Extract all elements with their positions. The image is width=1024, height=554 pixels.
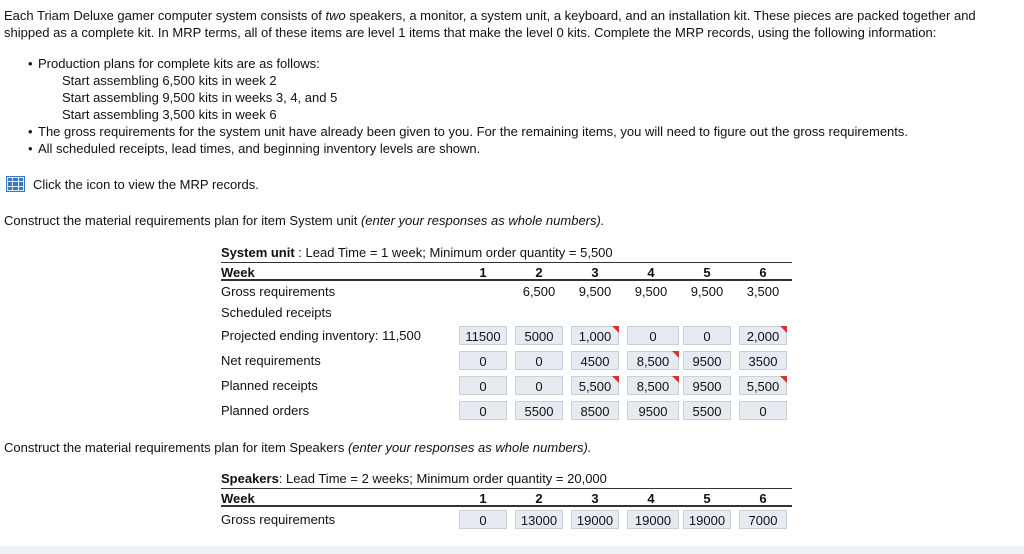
input-cell[interactable]: 0	[515, 351, 563, 370]
week-5: 5	[703, 491, 711, 506]
week-2: 2	[535, 491, 543, 506]
input-cell[interactable]: 13000	[515, 510, 563, 529]
input-cell[interactable]: 8,500	[627, 351, 679, 370]
planned-receipts-row: Planned receipts 0 0 5,500 8,500 9500 5,500	[221, 373, 792, 398]
intro-emphasis: two	[325, 8, 346, 23]
input-cell[interactable]: 5500	[683, 401, 731, 420]
net-requirements-row: Net requirements 0 0 4500 8,500 9500 3500	[221, 348, 792, 373]
week-4: 4	[647, 491, 655, 506]
intro-paragraph	[4, 7, 1019, 41]
week-2: 2	[535, 265, 543, 280]
week-4: 4	[647, 265, 655, 280]
mrp-records-link[interactable]	[6, 176, 259, 192]
input-cell[interactable]: 1,000	[571, 326, 619, 345]
table-title: Speakers: Lead Time = 2 weeks; Minimum order quantity = 20,000	[221, 471, 607, 486]
input-cell[interactable]: 9500	[627, 401, 679, 420]
intro-text: Each Triam Deluxe gamer computer system consists of	[4, 8, 326, 23]
input-cell[interactable]: 5500	[515, 401, 563, 420]
input-cell[interactable]: 0	[627, 326, 679, 345]
input-cell[interactable]: 0	[459, 510, 507, 529]
mrp-records-label: Click the icon to view the MRP records.	[33, 176, 259, 192]
input-cell[interactable]: 2,000	[739, 326, 787, 345]
week-1: 1	[479, 491, 487, 506]
intro-text-cont: speakers, a monitor, a system unit, a keyboard, and an installation kit. These pieces are packed together and shipped as a complete kit. In MRP terms, all of these items are level 1 items that make the level 0 kits. Complete the MRP records, using the following information:	[4, 8, 976, 40]
input-cell[interactable]: 5,500	[571, 376, 619, 395]
system-unit-mrp-table	[221, 244, 792, 423]
gross-requirements-row: Gross requirements 0 13000 19000 19000 19000 7000	[221, 507, 792, 532]
plan-line: Start assembling 9,500 kits in weeks 3, 4, and 5	[62, 90, 338, 105]
input-cell[interactable]: 9500	[683, 376, 731, 395]
gross-requirements-row: Gross requirements 6,500 9,500 9,500 9,500 3,500	[221, 284, 780, 299]
input-cell[interactable]: 19000	[683, 510, 731, 529]
input-cell[interactable]: 19000	[627, 510, 679, 529]
instruction-system-unit: Construct the material requirements plan for item System unit (enter your responses as whole numbers).	[4, 213, 605, 228]
table-grid-icon[interactable]	[6, 176, 25, 192]
input-cell[interactable]: 0	[459, 351, 507, 370]
planned-orders-row: Planned orders 0 5500 8500 9500 5500 0	[221, 398, 792, 423]
week-header-row: Week 1 2 3 4 5 6	[221, 488, 792, 507]
plan-line: Start assembling 3,500 kits in week 6	[62, 107, 277, 122]
info-bullets	[30, 55, 908, 157]
bullet-receipts: • All scheduled receipts, lead times, and beginning inventory levels are shown.	[30, 140, 908, 157]
week-5: 5	[703, 265, 711, 280]
input-cell[interactable]: 0	[515, 376, 563, 395]
week-3: 3	[591, 265, 599, 280]
input-cell[interactable]: 3500	[739, 351, 787, 370]
bullet-production-plans: • Production plans for complete kits are as follows: Start assembling 6,500 kits in week 2 Start assembling 9,500 kits in weeks 3, 4, and 5 Start assembling 3,500 kits in week 6	[30, 55, 908, 123]
input-cell[interactable]: 0	[739, 401, 787, 420]
input-cell[interactable]: 11500	[459, 326, 507, 345]
week-6: 6	[759, 265, 767, 280]
input-cell[interactable]: 8500	[571, 401, 619, 420]
input-cell[interactable]: 9500	[683, 351, 731, 370]
input-cell[interactable]: 0	[459, 401, 507, 420]
input-cell[interactable]: 0	[459, 376, 507, 395]
bullet-gross-req: • The gross requirements for the system unit have already been given to you. For the remaining items, you will need to figure out the gross requirements.	[30, 123, 908, 140]
speakers-mrp-table	[221, 470, 792, 532]
input-cell[interactable]: 4500	[571, 351, 619, 370]
footer-band	[0, 546, 1024, 554]
input-cell[interactable]: 5,500	[739, 376, 787, 395]
projected-inventory-row: Projected ending inventory: 11,500 11500 5000 1,000 0 0 2,000	[221, 323, 792, 348]
instruction-speakers: Construct the material requirements plan for item Speakers (enter your responses as whole numbers).	[4, 440, 592, 455]
input-cell[interactable]: 7000	[739, 510, 787, 529]
input-cell[interactable]: 19000	[571, 510, 619, 529]
week-header-row: Week 1 2 3 4 5 6	[221, 262, 792, 281]
week-1: 1	[479, 265, 487, 280]
input-cell[interactable]: 0	[683, 326, 731, 345]
week-6: 6	[759, 491, 767, 506]
input-cell[interactable]: 5000	[515, 326, 563, 345]
table-title: System unit : Lead Time = 1 week; Minimum order quantity = 5,500	[221, 245, 613, 260]
input-cell[interactable]: 8,500	[627, 376, 679, 395]
week-3: 3	[591, 491, 599, 506]
scheduled-receipts-row: Scheduled receipts	[221, 305, 332, 320]
plan-line: Start assembling 6,500 kits in week 2	[62, 73, 277, 88]
